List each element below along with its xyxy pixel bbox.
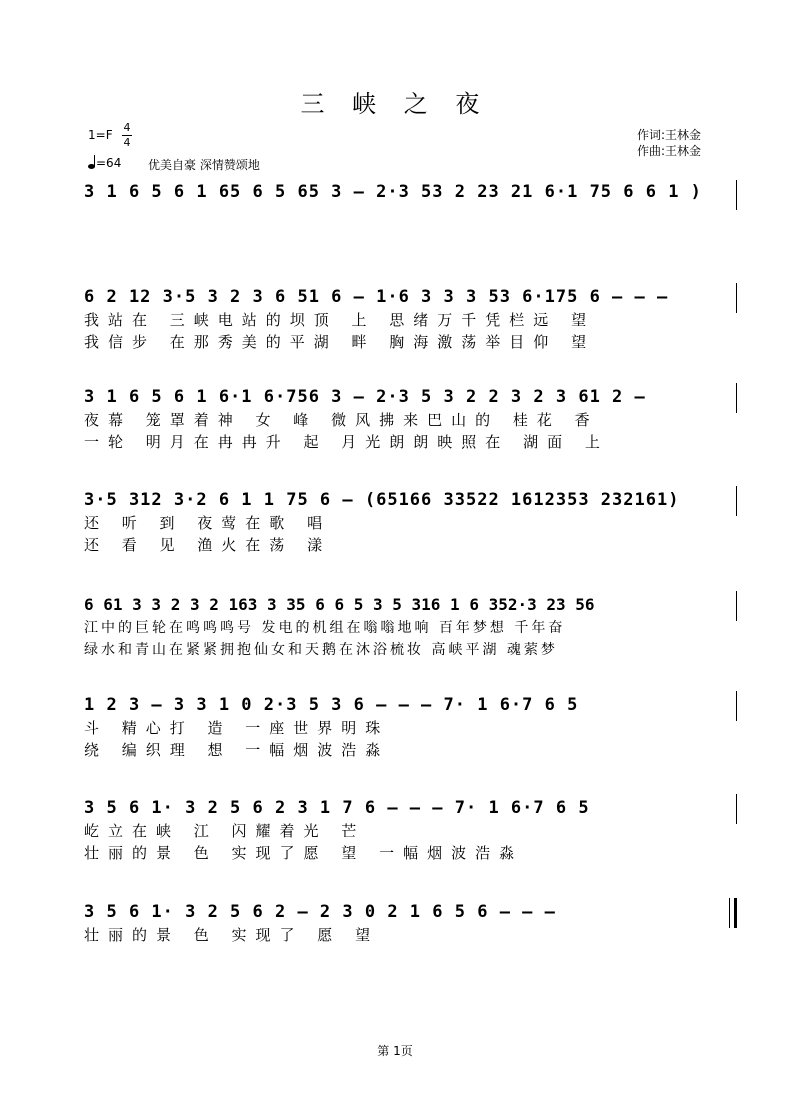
lyric-line: 还 看 见 渔火在荡 漾 xyxy=(84,536,332,554)
notation-line: 6 2 12 3·5 3 2 3 6 51 6 – 1·6 3 3 3 53 6·175 6 – – – xyxy=(84,287,669,307)
time-signature-top: 4 xyxy=(123,121,131,134)
score-system xyxy=(84,796,736,864)
lyric-line: 江中的巨轮在鸣鸣鸣号 发电的机组在嗡嗡地响 百年梦想 千年奋 xyxy=(84,620,566,636)
score-system xyxy=(84,385,736,453)
composer: 作曲:王林金 xyxy=(637,144,702,158)
key-signature: 1=F xyxy=(88,128,113,142)
barline xyxy=(736,691,737,721)
tempo-marking xyxy=(88,155,121,170)
lyric-line: 壮丽的景 色 实现了 愿 望 xyxy=(84,926,380,944)
notation-line: 3 1 6 5 6 1 65 6 5 65 3 – 2·3 53 2 23 21 6·1 75 6 6 1 ) xyxy=(84,182,702,202)
page-number: 第 1页 xyxy=(377,1044,413,1058)
tempo-value: =64 xyxy=(96,156,122,170)
score-system xyxy=(84,693,736,761)
barline xyxy=(736,794,737,824)
time-signature xyxy=(122,121,132,150)
expression-marking: 优美自豪 深情赞颂地 xyxy=(148,158,260,172)
credits xyxy=(637,127,701,159)
lyric-line: 一轮 明月在冉冉升 起 月光朗朗映照在 湖面 上 xyxy=(84,433,609,451)
lyric-line: 壮丽的景 色 实现了愿 望 一幅烟波浩淼 xyxy=(84,844,524,862)
score-system xyxy=(84,593,736,661)
lyric-line: 绕 编织理 想 一幅烟波浩淼 xyxy=(84,741,390,759)
lyric-line: 夜幕 笼罩着神 女 峰 微风拂来巴山的 桂花 香 xyxy=(84,411,599,429)
score-system xyxy=(84,488,736,556)
notation-line: 1 2 3 – 3 3 1 0 2·3 5 3 6 – – – 7· 1 6·7 6 5 xyxy=(84,695,579,715)
lyric-line: 我站在 三峡电站的坝顶 上 思绪万千凭栏远 望 xyxy=(84,311,596,329)
lyric-line: 我信步 在那秀美的平湖 畔 胸海激荡举目仰 望 xyxy=(84,333,596,351)
score-system xyxy=(84,285,736,353)
notation-line: 3 5 6 1· 3 2 5 6 2 – 2 3 0 2 1 6 5 6 – – – xyxy=(84,902,556,922)
notation-line: 3 1 6 5 6 1 6·1 6·756 3 – 2·3 5 3 2 2 3 2 3 61 2 – xyxy=(84,387,646,407)
final-barline-thin xyxy=(729,898,730,928)
notation-line: 3·5 312 3·2 6 1 1 75 6 – (65166 33522 1612353 232161) xyxy=(84,490,680,510)
time-signature-bottom: 4 xyxy=(123,136,131,149)
lyric-line: 绿水和青山在紧紧拥抱仙女和天鹅在沐浴梳妆 高峡平湖 魂萦梦 xyxy=(84,642,558,658)
barline xyxy=(736,283,737,313)
lyric-line: 屹立在峡 江 闪耀着光 芒 xyxy=(84,822,366,840)
barline xyxy=(736,486,737,516)
notation-line: 3 5 6 1· 3 2 5 6 2 3 1 7 6 – – – 7· 1 6·7 6 5 xyxy=(84,798,590,818)
lyric-line: 斗 精心打 造 一座世界明珠 xyxy=(84,719,390,737)
final-barline-thick xyxy=(734,898,737,928)
notation-line: 6 61 3 3 2 3 2 163 3 35 6 6 5 3 5 316 1 6 352·3 23 56 xyxy=(84,595,595,614)
lyricist: 作词:王林金 xyxy=(637,128,702,142)
score-system xyxy=(84,900,736,946)
page-title: 三 峡 之 夜 xyxy=(300,90,490,118)
barline xyxy=(736,180,737,210)
quarter-note-icon xyxy=(88,155,96,169)
barline xyxy=(736,591,737,621)
barline xyxy=(736,383,737,413)
score-system xyxy=(84,180,736,204)
lyric-line: 还 听 到 夜莺在歌 唱 xyxy=(84,514,332,532)
